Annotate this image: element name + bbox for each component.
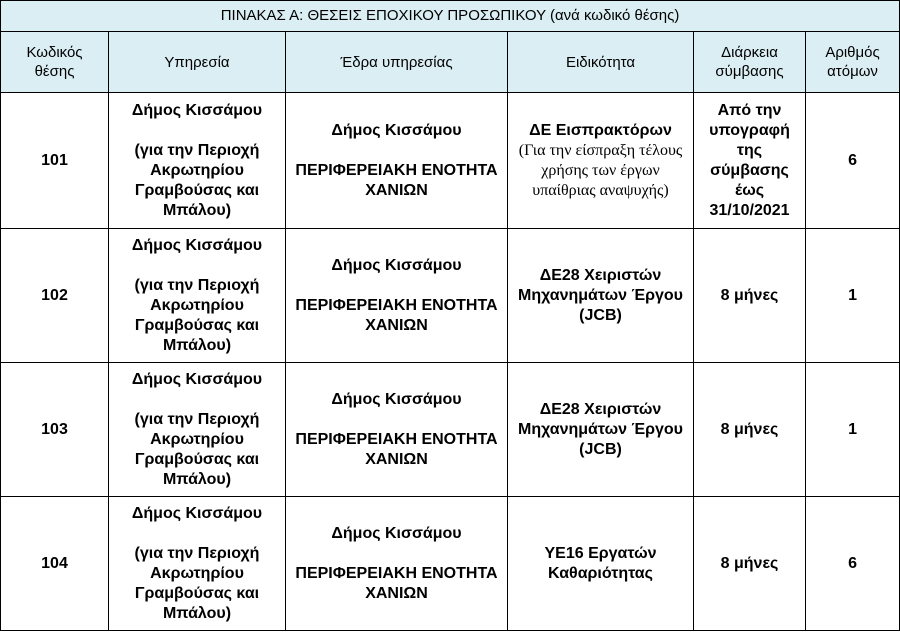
persons-count: 1 xyxy=(806,229,900,363)
service-cell xyxy=(109,363,286,497)
service-name: Δήμος Κισσάμου xyxy=(131,504,263,522)
seat-cell xyxy=(286,229,508,363)
seat-name: Δήμος Κισσάμου xyxy=(331,524,462,542)
seat-region: ΠΕΡΙΦΕΡΕΙΑΚΗ ΕΝΟΤΗΤΑ ΧΑΝΙΩΝ xyxy=(295,564,498,602)
seat-cell xyxy=(286,363,508,497)
table-row xyxy=(1,363,900,497)
specialty-cell xyxy=(508,229,694,363)
service-area: (για την Περιοχή Ακρωτηρίου Γραμβούσας και Μπάλου) xyxy=(134,141,260,219)
header-specialty: Ειδικότητα xyxy=(508,32,694,93)
seat-name: Δήμος Κισσάμου xyxy=(331,390,462,408)
header-code: Κωδικός θέσης xyxy=(1,32,109,93)
seat-cell xyxy=(286,93,508,229)
header-duration: Διάρκεια σύμβασης xyxy=(694,32,806,93)
seat-name: Δήμος Κισσάμου xyxy=(331,121,462,139)
service-area: (για την Περιοχή Ακρωτηρίου Γραμβούσας και Μπάλου) xyxy=(134,410,260,488)
header-service: Υπηρεσία xyxy=(109,32,286,93)
service-area: (για την Περιοχή Ακρωτηρίου Γραμβούσας και Μπάλου) xyxy=(134,276,260,354)
header-seat: Έδρα υπηρεσίας xyxy=(286,32,508,93)
specialty-note: (Για την είσπραξη τέλους χρήσης των έργων υπαίθριας αναψυχής) xyxy=(518,141,683,199)
seat-region: ΠΕΡΙΦΕΡΕΙΑΚΗ ΕΝΟΤΗΤΑ ΧΑΝΙΩΝ xyxy=(295,430,498,468)
specialty-name: ΔΕ28 Χειριστών Μηχανημάτων Έργου (JCB) xyxy=(518,400,683,458)
position-code: 101 xyxy=(1,93,109,229)
table-row xyxy=(1,497,900,631)
service-name: Δήμος Κισσάμου xyxy=(131,370,263,388)
table-title: ΠΙΝΑΚΑΣ Α: ΘΕΣΕΙΣ ΕΠΟΧΙΚΟΥ ΠΡΟΣΩΠΙΚΟΥ (ανά κωδικό θέσης) xyxy=(1,1,900,32)
contract-duration: 8 μήνες xyxy=(694,497,806,631)
header-persons: Αριθμός ατόμων xyxy=(806,32,900,93)
persons-count: 6 xyxy=(806,497,900,631)
contract-duration: Από την υπογραφή της σύμβασης έως 31/10/2021 xyxy=(694,93,806,229)
contract-duration: 8 μήνες xyxy=(694,229,806,363)
service-name: Δήμος Κισσάμου xyxy=(131,101,263,119)
table-row xyxy=(1,93,900,229)
persons-count: 6 xyxy=(806,93,900,229)
position-code: 104 xyxy=(1,497,109,631)
specialty-name: ΥΕ16 Εργατών Καθαριότητας xyxy=(544,544,657,582)
specialty-cell xyxy=(508,93,694,229)
service-cell xyxy=(109,93,286,229)
header-row xyxy=(1,32,900,93)
specialty-cell xyxy=(508,363,694,497)
service-cell xyxy=(109,229,286,363)
service-name: Δήμος Κισσάμου xyxy=(131,236,263,254)
position-code: 103 xyxy=(1,363,109,497)
table-row xyxy=(1,229,900,363)
persons-count: 1 xyxy=(806,363,900,497)
specialty-cell xyxy=(508,497,694,631)
seat-region: ΠΕΡΙΦΕΡΕΙΑΚΗ ΕΝΟΤΗΤΑ ΧΑΝΙΩΝ xyxy=(295,161,498,199)
position-code: 102 xyxy=(1,229,109,363)
contract-duration: 8 μήνες xyxy=(694,363,806,497)
seat-cell xyxy=(286,497,508,631)
specialty-name: ΔΕ Εισπρακτόρων xyxy=(529,121,672,139)
service-cell xyxy=(109,497,286,631)
seat-region: ΠΕΡΙΦΕΡΕΙΑΚΗ ΕΝΟΤΗΤΑ ΧΑΝΙΩΝ xyxy=(295,296,498,334)
specialty-name: ΔΕ28 Χειριστών Μηχανημάτων Έργου (JCB) xyxy=(518,266,683,324)
seat-name: Δήμος Κισσάμου xyxy=(331,256,462,274)
service-area: (για την Περιοχή Ακρωτηρίου Γραμβούσας και Μπάλου) xyxy=(134,544,260,622)
